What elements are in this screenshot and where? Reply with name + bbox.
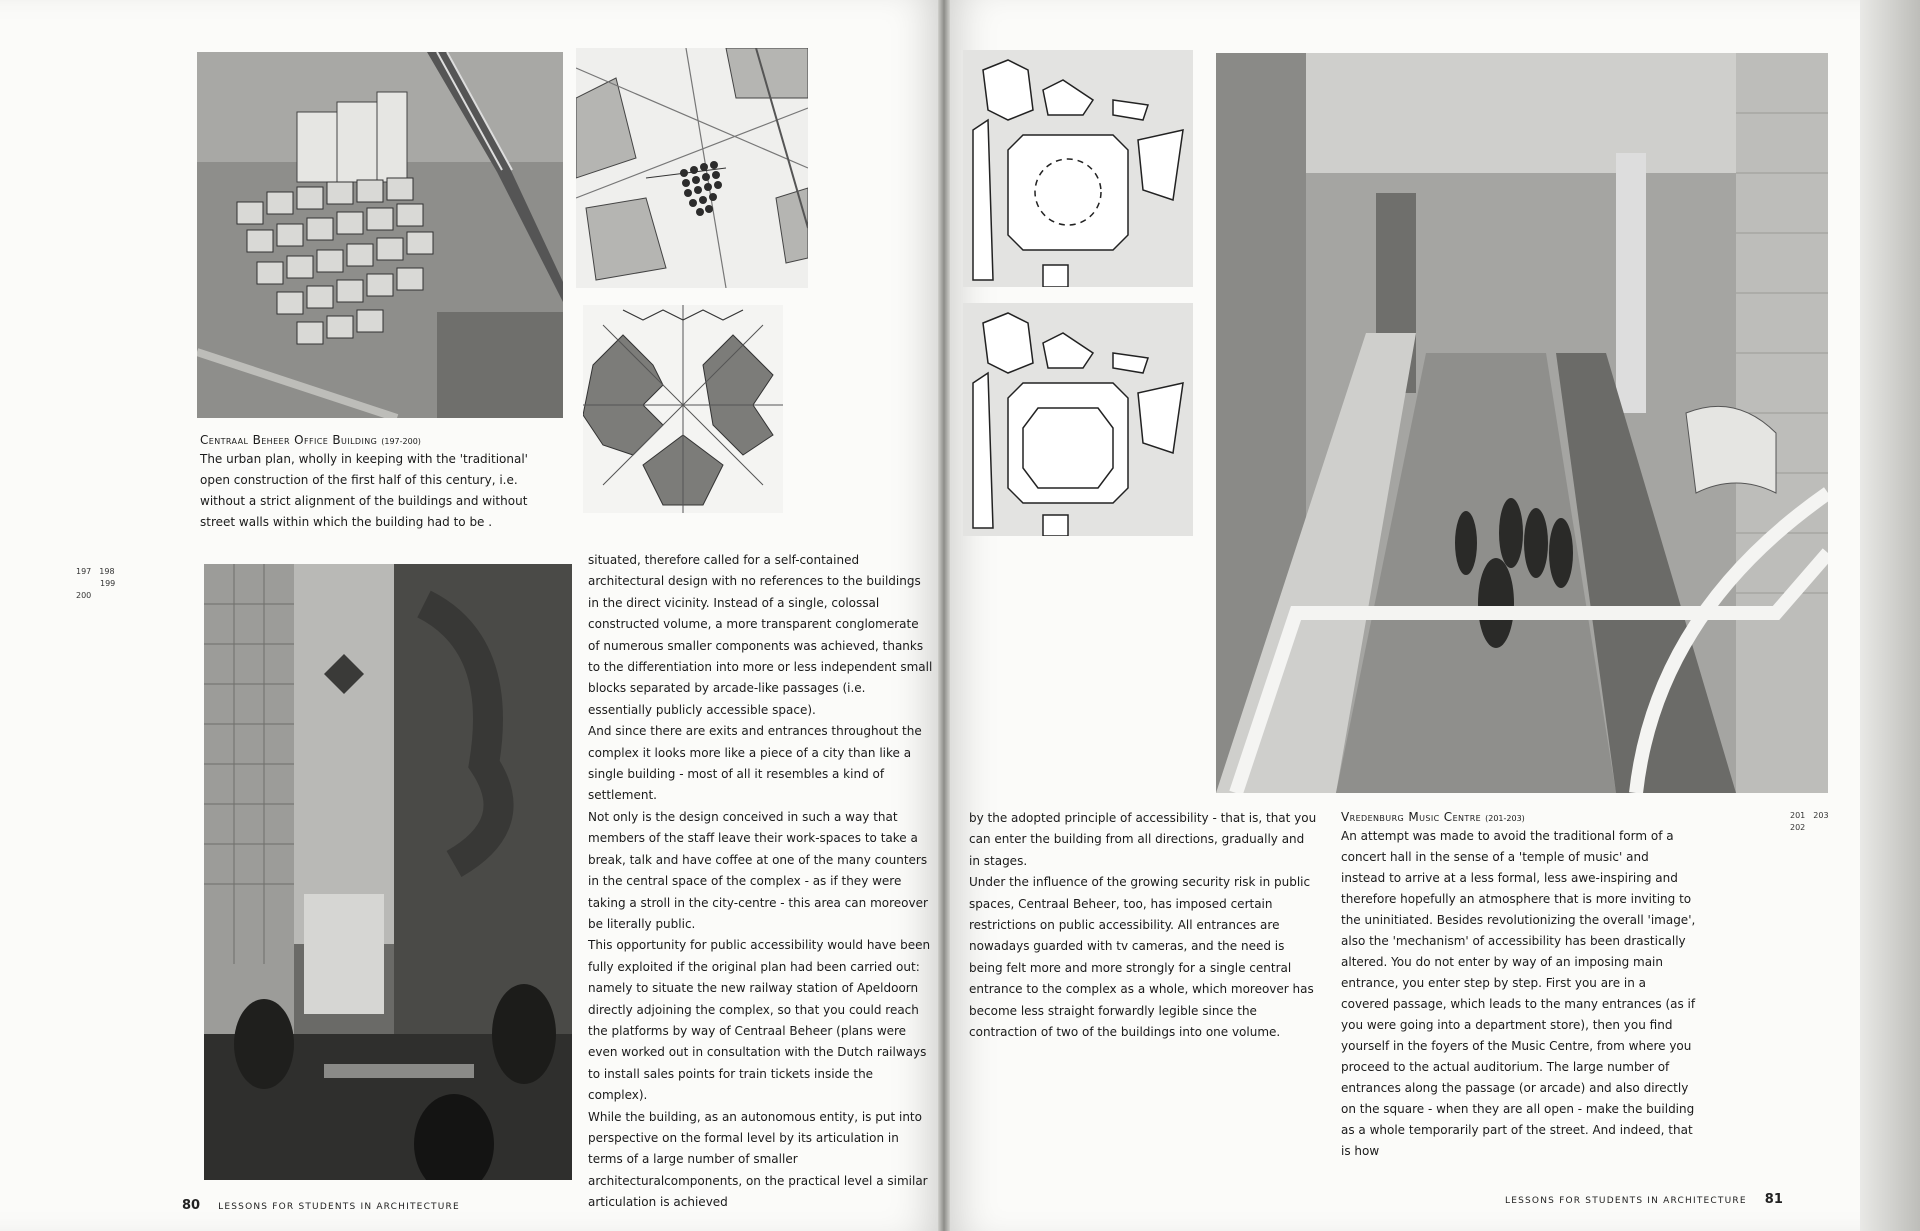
page-number: 81 (1764, 1192, 1783, 1207)
floor-plan-drawing (583, 305, 783, 513)
body-paragraph: situated, therefore called for a self-contained architectural design with no references to the buildings in the direct vicinity. Instead of a single, colossal constructed volume, a more transparent conglomerate of numerous smaller components was achieved, thanks to the differentiation into more or less independent small blocks separated by arcade-like passages (i.e. essentially publicly accessible space). (588, 553, 933, 717)
caption-text: The urban plan, wholly in keeping with the 'traditional' open construction of the first half of this century, i.e. without a strict alignment of the buildings and without street walls within which the building had to be . (200, 452, 528, 529)
interior-photo (204, 564, 572, 1180)
plan-bottom-drawing (963, 303, 1193, 536)
body-paragraph: Under the influence of the growing security risk in public spaces, Centraal Beheer, too, has imposed certain restrictions on public accessibility. All entrances are nowadays guarded with tv cameras, and the need is being felt more and more strongly for a single central entrance to the complex as a whole, which moreover has become less straight forwardly legible since the contraction of two of the buildings into one volume. (969, 875, 1314, 1040)
centraal-beheer-caption (200, 433, 560, 533)
vredenburg-caption (1341, 810, 1696, 1162)
running-title: LESSONS FOR STUDENTS IN ARCHITECTURE (1505, 1196, 1747, 1206)
aerial-photo (197, 52, 563, 418)
body-paragraph: Not only is the design conceived in such a way that members of the staff leave their work-spaces to take a break, talk and have coffee at one of the many counters in the central space of the complex - as if they were taking a stroll in the city-centre - this area can moreover be literally public. (588, 809, 928, 931)
plan-top-drawing (963, 50, 1193, 287)
plan-bottom (963, 303, 1193, 536)
body-paragraph: While the building, as an autonomous entity, is put into perspective on the formal level by its articulation in terms of a large number of smaller architecturalcomponents, on the practical level a similar articulation is achieved (588, 1109, 928, 1210)
caption-title: Centraal Beheer Office Building (197-200) (200, 433, 421, 447)
body-paragraph: by the adopted principle of accessibility - that is, that you can enter the building from all directions, gradually and in stages. (969, 811, 1317, 868)
site-plan-drawing (576, 48, 808, 288)
body-paragraph: This opportunity for public accessibility would have been fully exploited if the original plan had been carried out: namely to situate the new railway station of Apeldoorn directly adjoining the complex, so that you could reach the platforms by way of Centraal Beheer (plans were even worked out in consultation with the Dutch railways to install sales points for train tickets inside the complex). (588, 938, 931, 1103)
floor-plan (583, 305, 783, 513)
body-paragraph: And since there are exits and entrances throughout the complex it looks more like a piece of a city than like a single building - most of all it resembles a kind of settlement. (588, 724, 922, 803)
page-edge (1860, 0, 1920, 1231)
plan-top (963, 50, 1193, 287)
caption-title: Vredenburg Music Centre (201-203) (1341, 810, 1525, 824)
right-folio (1505, 1192, 1783, 1207)
page-number: 80 (182, 1198, 201, 1213)
caption-text: An attempt was made to avoid the traditional form of a concert hall in the sense of a 'temple of music' and instead to arrive at a less formal, less awe-inspiring and therefore hopefully an atmosphere that is more inviting to the uninitiated. Besides revolutionizing the overall 'image', also the 'mechanism' of accessibility has been drastically altered. You do not enter by way of an imposing main entrance, you enter step by step. First you are in a covered passage, which leads to the many entrances (as if you were going into a department store), then you find yourself in the foyers of the Music Centre, from where you proceed to the actual auditorium. The large number of entrances along the passage (or arcade) and also directly on the square - when they are all open - make the building as a whole temporarily part of the street. And indeed, that is how (1341, 829, 1696, 1158)
left-body-text (588, 550, 933, 1214)
interior-photo-illustration (204, 564, 572, 1180)
left-folio (182, 1198, 460, 1213)
music-centre-photo-illustration (1216, 53, 1828, 793)
running-title: LESSONS FOR STUDENTS IN ARCHITECTURE (218, 1202, 460, 1212)
margin-references-right: 201 203 202 (1790, 811, 1829, 832)
book-gutter (938, 0, 950, 1231)
margin-references-left: 197 198 199 200 (76, 567, 116, 600)
music-centre-photo (1216, 53, 1828, 793)
right-body-text (969, 808, 1317, 1043)
aerial-photo-illustration (197, 52, 563, 418)
site-plan (576, 48, 808, 288)
